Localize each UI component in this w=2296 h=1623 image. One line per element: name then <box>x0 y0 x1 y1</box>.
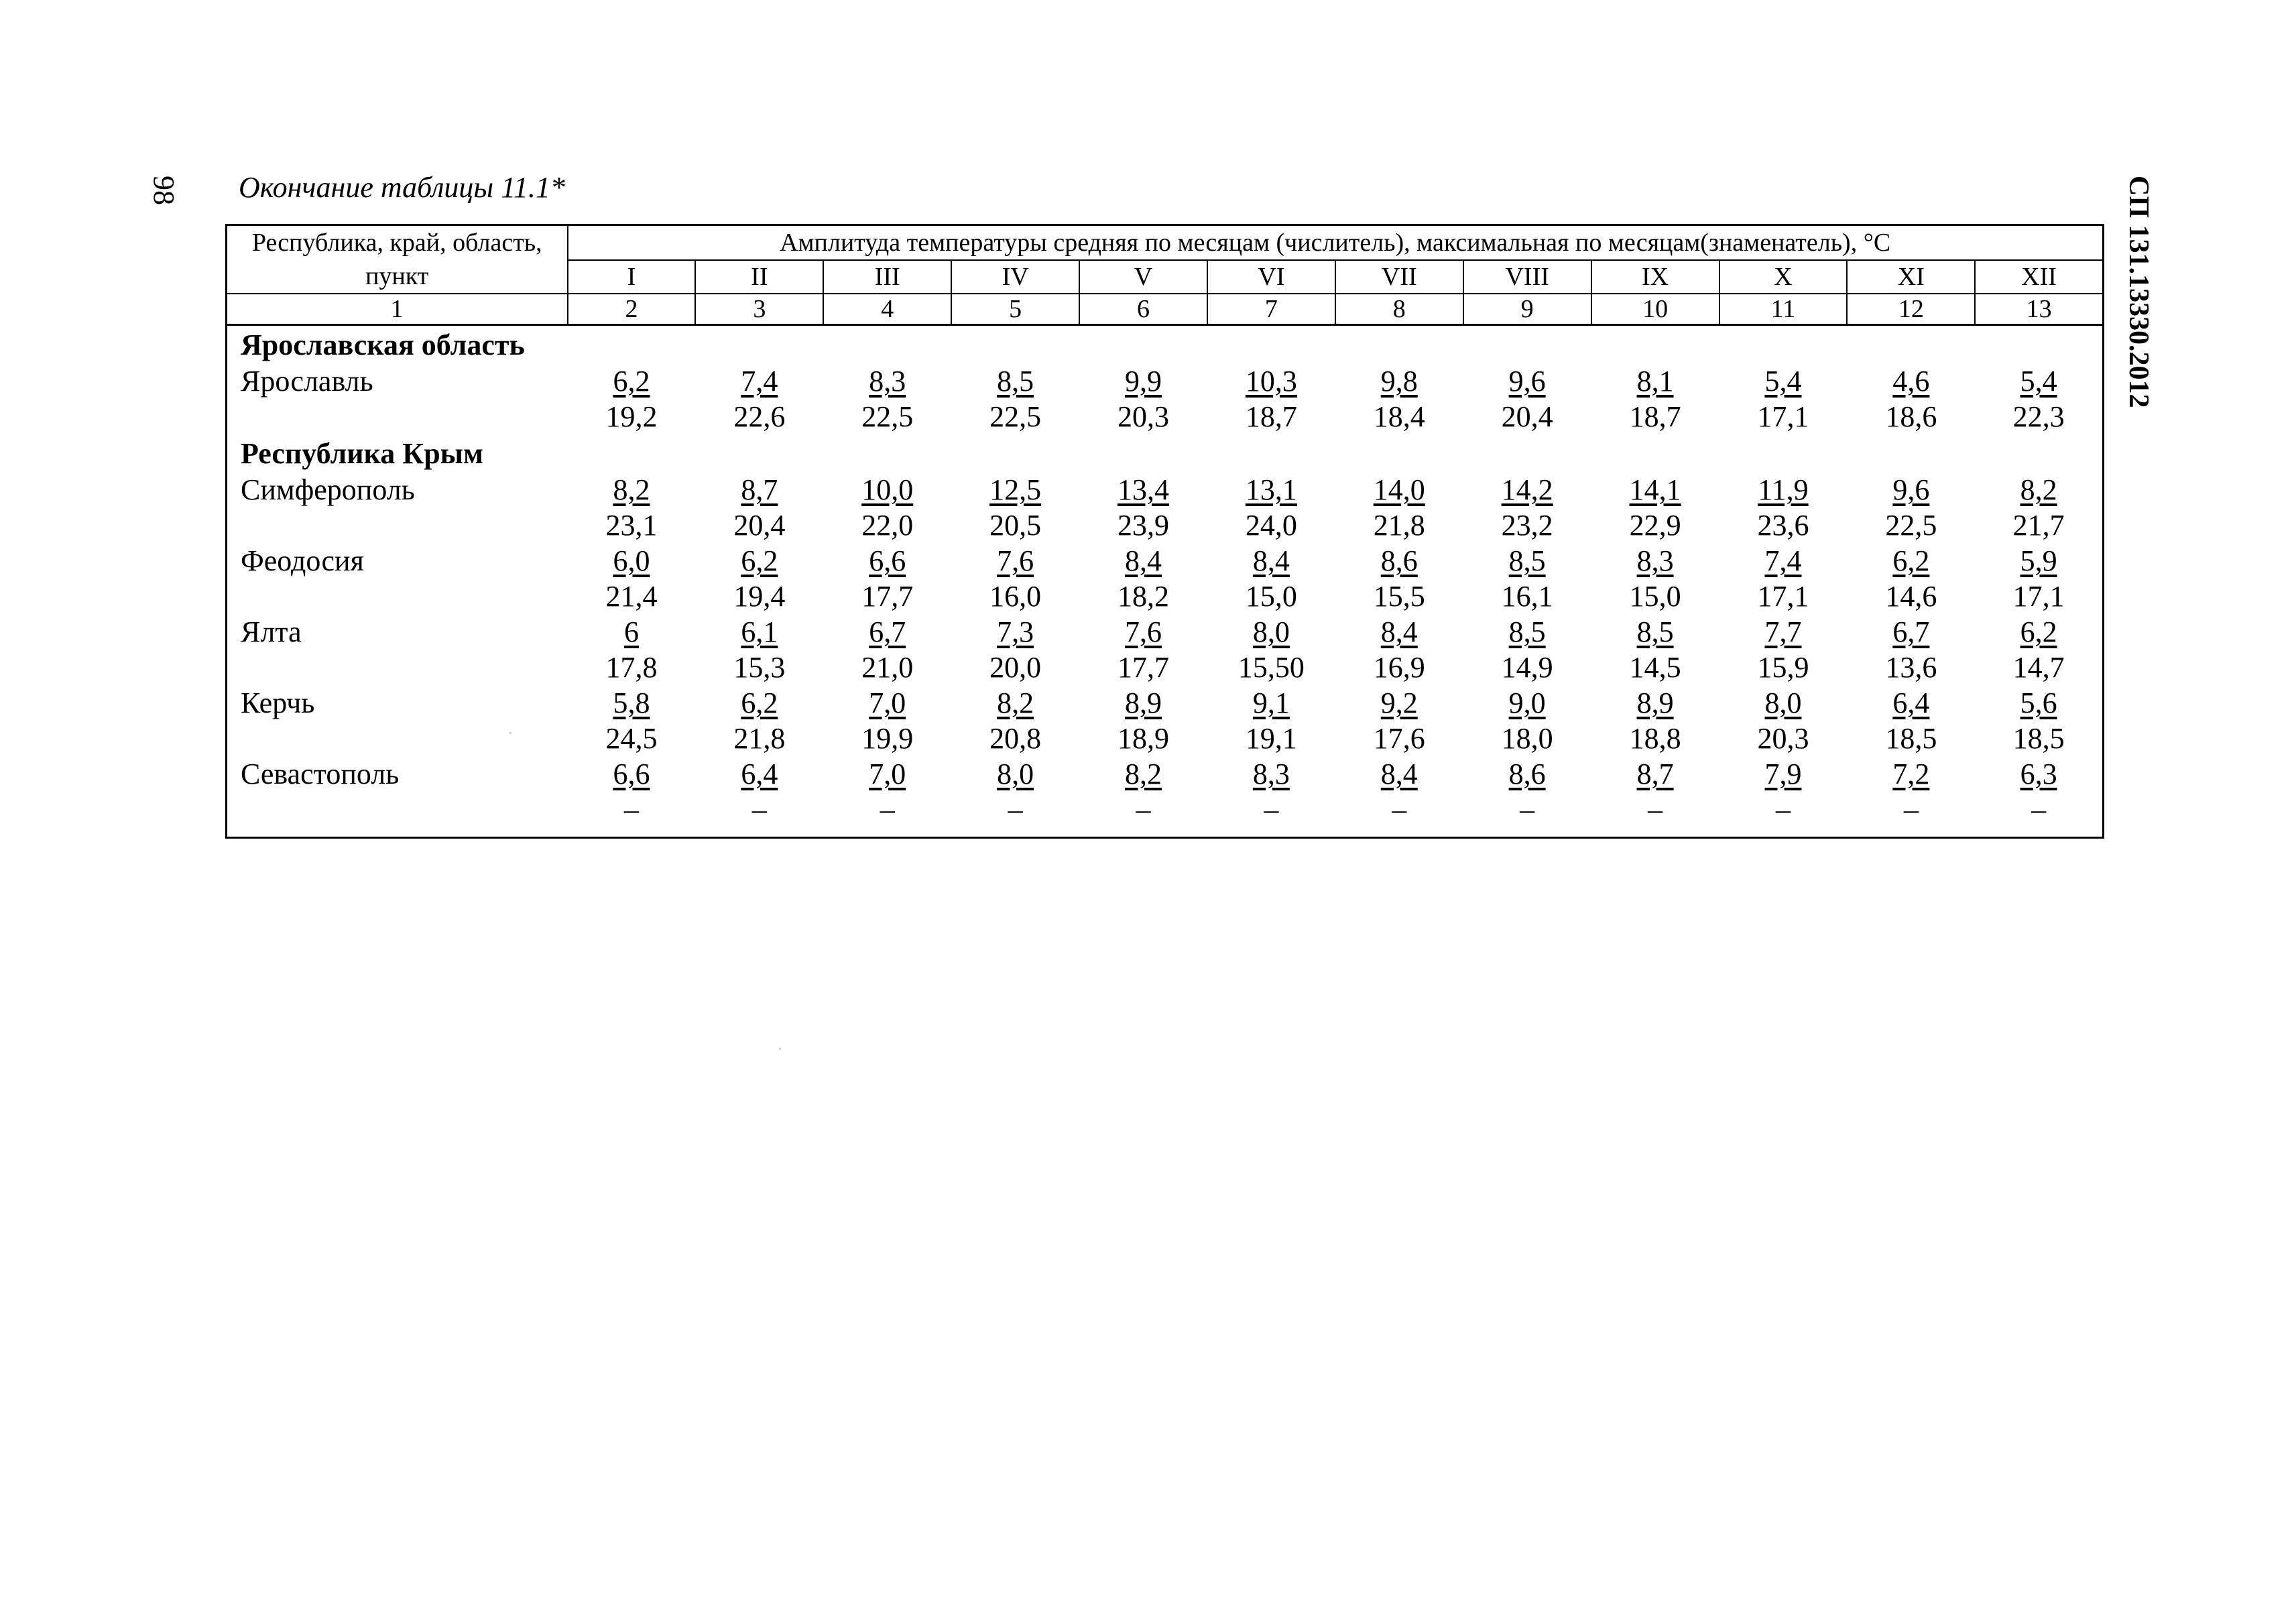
value-cell <box>695 363 823 434</box>
value-cell <box>568 543 696 614</box>
mean-amplitude: 8,5 <box>1508 544 1546 577</box>
table-row <box>227 543 2104 614</box>
value-cell <box>1207 363 1335 434</box>
mean-amplitude: 7,9 <box>1764 758 1802 790</box>
table-row <box>227 363 2104 434</box>
max-amplitude: 23,6 <box>1757 509 1809 542</box>
max-amplitude: 22,9 <box>1629 509 1681 542</box>
max-amplitude: 19,4 <box>733 580 786 613</box>
mean-amplitude: 8,3 <box>1252 758 1290 790</box>
value-cell <box>1207 614 1335 685</box>
mean-amplitude: 8,4 <box>1125 544 1162 577</box>
max-amplitude: – <box>1136 793 1151 826</box>
mean-amplitude: 6,2 <box>2020 615 2057 648</box>
max-amplitude: – <box>751 793 767 826</box>
max-amplitude: 15,5 <box>1373 580 1425 613</box>
value-cell <box>1719 685 1848 756</box>
mean-amplitude: 11,9 <box>1758 473 1809 506</box>
mean-amplitude: 10,0 <box>861 473 914 506</box>
header-column-number: 12 <box>1847 294 1975 325</box>
value-cell <box>951 543 1079 614</box>
header-month: X <box>1719 260 1848 294</box>
mean-amplitude: 6,7 <box>869 615 906 648</box>
mean-amplitude: 8,0 <box>1764 686 1802 719</box>
value-cell <box>1463 472 1591 543</box>
max-amplitude: 17,1 <box>1757 580 1809 613</box>
value-cell <box>695 756 823 838</box>
region-name: Республика Крым <box>241 437 483 470</box>
max-amplitude: 17,8 <box>605 651 658 684</box>
max-amplitude: – <box>623 793 639 826</box>
mean-amplitude: 8,2 <box>2020 473 2057 506</box>
value-cell <box>951 363 1079 434</box>
city-name: Керчь <box>241 686 315 719</box>
header-column-number: 4 <box>823 294 951 325</box>
mean-amplitude: 6,1 <box>741 615 778 648</box>
value-cell <box>1463 685 1591 756</box>
value-cell <box>1591 614 1719 685</box>
value-cell <box>1335 472 1463 543</box>
value-cell <box>951 614 1079 685</box>
mean-amplitude: 9,9 <box>1125 365 1162 398</box>
value-cell <box>1591 685 1719 756</box>
value-cell <box>695 685 823 756</box>
value-cell <box>568 685 696 756</box>
mean-amplitude: 9,6 <box>1892 473 1930 506</box>
max-amplitude: 19,2 <box>605 400 658 433</box>
mean-amplitude: 6,3 <box>2020 758 2057 790</box>
standard-code: СП 131.13330.2012 <box>2123 176 2154 408</box>
value-cell <box>1463 614 1591 685</box>
max-amplitude: 15,0 <box>1629 580 1681 613</box>
max-amplitude: 15,9 <box>1757 651 1809 684</box>
max-amplitude: 22,5 <box>989 400 1042 433</box>
value-cell <box>1335 363 1463 434</box>
max-amplitude: 18,5 <box>2012 722 2065 755</box>
value-cell <box>1975 685 2103 756</box>
header-column-number: 6 <box>1079 294 1207 325</box>
city-name: Симферополь <box>241 473 415 506</box>
max-amplitude: 21,8 <box>1373 509 1425 542</box>
max-amplitude: 23,9 <box>1117 509 1169 542</box>
mean-amplitude: 9,6 <box>1508 365 1546 398</box>
header-column-number: 2 <box>568 294 696 325</box>
max-amplitude: 18,5 <box>1885 722 1937 755</box>
value-cell <box>823 363 951 434</box>
value-cell <box>1975 756 2103 838</box>
header-column-number: 5 <box>951 294 1079 325</box>
max-amplitude: 20,3 <box>1117 400 1169 433</box>
header-month: VIII <box>1463 260 1591 294</box>
max-amplitude: 16,0 <box>989 580 1042 613</box>
header-month: IX <box>1591 260 1719 294</box>
value-cell <box>1591 472 1719 543</box>
header-month: XI <box>1847 260 1975 294</box>
max-amplitude: 21,4 <box>605 580 658 613</box>
value-cell <box>1847 543 1975 614</box>
max-amplitude: 18,6 <box>1885 400 1937 433</box>
max-amplitude: 19,9 <box>861 722 914 755</box>
mean-amplitude: 8,5 <box>1636 615 1674 648</box>
value-cell <box>1079 472 1207 543</box>
value-cell <box>823 543 951 614</box>
max-amplitude: 14,9 <box>1501 651 1553 684</box>
max-amplitude: 18,7 <box>1629 400 1681 433</box>
mean-amplitude: 7,0 <box>869 686 906 719</box>
max-amplitude: 20,5 <box>989 509 1042 542</box>
max-amplitude: – <box>2031 793 2047 826</box>
mean-amplitude: 8,2 <box>613 473 650 506</box>
value-cell <box>695 614 823 685</box>
max-amplitude: 18,8 <box>1629 722 1681 755</box>
mean-amplitude: 8,4 <box>1380 615 1418 648</box>
max-amplitude: 22,5 <box>861 400 914 433</box>
max-amplitude: 21,7 <box>2012 509 2065 542</box>
header-column-number: 9 <box>1463 294 1591 325</box>
max-amplitude: 18,2 <box>1117 580 1169 613</box>
max-amplitude: 21,0 <box>861 651 914 684</box>
max-amplitude: 24,5 <box>605 722 658 755</box>
mean-amplitude: 9,2 <box>1380 686 1418 719</box>
mean-amplitude: 13,4 <box>1117 473 1169 506</box>
value-cell <box>1207 756 1335 838</box>
max-amplitude: 19,1 <box>1245 722 1297 755</box>
mean-amplitude: 5,8 <box>613 686 650 719</box>
value-cell <box>1719 472 1848 543</box>
value-cell <box>823 472 951 543</box>
value-cell <box>823 756 951 838</box>
mean-amplitude: 6,0 <box>613 544 650 577</box>
max-amplitude: 16,1 <box>1501 580 1553 613</box>
max-amplitude: 17,1 <box>2012 580 2065 613</box>
value-cell <box>568 756 696 838</box>
value-cell <box>951 685 1079 756</box>
mean-amplitude: 7,3 <box>997 615 1034 648</box>
max-amplitude: 18,9 <box>1117 722 1169 755</box>
value-cell <box>1847 685 1975 756</box>
header-amplitude-group: Амплитуда температуры средняя по месяцам (числитель), максимальная по месяцам(знаменатель), °С <box>568 225 2104 261</box>
mean-amplitude: 6,4 <box>1892 686 1930 719</box>
header-month: VII <box>1335 260 1463 294</box>
max-amplitude: 24,0 <box>1245 509 1297 542</box>
value-cell <box>1463 363 1591 434</box>
max-amplitude: 17,1 <box>1757 400 1809 433</box>
max-amplitude: 14,5 <box>1629 651 1681 684</box>
max-amplitude: 20,0 <box>989 651 1042 684</box>
mean-amplitude: 5,9 <box>2020 544 2057 577</box>
max-amplitude: 18,4 <box>1373 400 1425 433</box>
mean-amplitude: 8,9 <box>1125 686 1162 719</box>
max-amplitude: – <box>1648 793 1663 826</box>
max-amplitude: 22,0 <box>861 509 914 542</box>
max-amplitude: 18,7 <box>1245 400 1297 433</box>
mean-amplitude: 14,1 <box>1629 473 1681 506</box>
mean-amplitude: 7,7 <box>1764 615 1802 648</box>
header-column-number: 3 <box>695 294 823 325</box>
header-column-number: 13 <box>1975 294 2103 325</box>
max-amplitude: – <box>1392 793 1407 826</box>
value-cell <box>1719 363 1848 434</box>
max-amplitude: 17,7 <box>861 580 914 613</box>
value-cell <box>1079 363 1207 434</box>
max-amplitude: 20,3 <box>1757 722 1809 755</box>
value-cell <box>1335 614 1463 685</box>
mean-amplitude: 6,4 <box>741 758 778 790</box>
mean-amplitude: 8,3 <box>1636 544 1674 577</box>
value-cell <box>1719 614 1848 685</box>
mean-amplitude: 5,6 <box>2020 686 2057 719</box>
mean-amplitude: 8,4 <box>1380 758 1418 790</box>
mean-amplitude: 9,8 <box>1380 365 1418 398</box>
header-month: VI <box>1207 260 1335 294</box>
max-amplitude: 17,6 <box>1373 722 1425 755</box>
value-cell <box>1975 614 2103 685</box>
table-row <box>227 472 2104 543</box>
value-cell <box>1079 685 1207 756</box>
max-amplitude: 23,1 <box>605 509 658 542</box>
mean-amplitude: 14,0 <box>1373 473 1425 506</box>
value-cell <box>1335 756 1463 838</box>
max-amplitude: 20,8 <box>989 722 1042 755</box>
max-amplitude: 15,3 <box>733 651 786 684</box>
value-cell <box>1719 543 1848 614</box>
max-amplitude: 22,5 <box>1885 509 1937 542</box>
mean-amplitude: 8,2 <box>1125 758 1162 790</box>
scan-speck <box>509 732 511 734</box>
mean-amplitude: 8,7 <box>741 473 778 506</box>
mean-amplitude: 8,0 <box>997 758 1034 790</box>
header-location: Республика, край, область, пункт <box>227 225 568 294</box>
value-cell <box>1847 614 1975 685</box>
value-cell <box>1847 363 1975 434</box>
value-cell <box>1335 543 1463 614</box>
value-cell <box>1975 543 2103 614</box>
value-cell <box>823 614 951 685</box>
value-cell <box>1591 756 1719 838</box>
header-month: I <box>568 260 696 294</box>
mean-amplitude: 6,7 <box>1892 615 1930 648</box>
table-row <box>227 685 2104 756</box>
value-cell <box>1207 685 1335 756</box>
header-column-number: 7 <box>1207 294 1335 325</box>
max-amplitude: 13,6 <box>1885 651 1937 684</box>
mean-amplitude: 9,1 <box>1252 686 1290 719</box>
mean-amplitude: 8,4 <box>1252 544 1290 577</box>
climate-table <box>225 224 2104 839</box>
value-cell <box>1975 472 2103 543</box>
city-name: Ярославль <box>241 365 373 398</box>
table-row <box>227 756 2104 838</box>
max-amplitude: 20,4 <box>1501 400 1553 433</box>
header-column-number: 10 <box>1591 294 1719 325</box>
max-amplitude: 22,6 <box>733 400 786 433</box>
max-amplitude: 16,9 <box>1373 651 1425 684</box>
value-cell <box>1719 756 1848 838</box>
mean-amplitude: 7,6 <box>1125 615 1162 648</box>
max-amplitude: 23,2 <box>1501 509 1553 542</box>
mean-amplitude: 7,2 <box>1892 758 1930 790</box>
header-month: XII <box>1975 260 2103 294</box>
header-month: V <box>1079 260 1207 294</box>
region-name: Ярославская область <box>241 328 525 361</box>
value-cell <box>1591 363 1719 434</box>
max-amplitude: 14,6 <box>1885 580 1937 613</box>
max-amplitude: – <box>880 793 895 826</box>
mean-amplitude: 5,4 <box>1764 365 1802 398</box>
city-name: Феодосия <box>241 544 364 577</box>
value-cell <box>695 543 823 614</box>
value-cell <box>1207 543 1335 614</box>
mean-amplitude: 8,1 <box>1636 365 1674 398</box>
page-number: 98 <box>147 176 180 205</box>
value-cell <box>1463 756 1591 838</box>
value-cell <box>1335 685 1463 756</box>
mean-amplitude: 9,0 <box>1508 686 1546 719</box>
mean-amplitude: 8,9 <box>1636 686 1674 719</box>
header-column-number: 11 <box>1719 294 1848 325</box>
mean-amplitude: 7,0 <box>869 758 906 790</box>
mean-amplitude: 8,0 <box>1252 615 1290 648</box>
mean-amplitude: 8,6 <box>1508 758 1546 790</box>
max-amplitude: 21,8 <box>733 722 786 755</box>
table-caption: Окончание таблицы 11.1* <box>239 171 565 204</box>
value-cell <box>568 472 696 543</box>
mean-amplitude: 8,2 <box>997 686 1034 719</box>
mean-amplitude: 6,2 <box>741 544 778 577</box>
mean-amplitude: 7,6 <box>997 544 1034 577</box>
region-row <box>227 325 2104 364</box>
value-cell <box>568 614 696 685</box>
max-amplitude: – <box>1264 793 1279 826</box>
value-cell <box>951 472 1079 543</box>
mean-amplitude: 8,5 <box>1508 615 1546 648</box>
mean-amplitude: 6,2 <box>613 365 650 398</box>
max-amplitude: 14,7 <box>2012 651 2065 684</box>
header-column-number: 1 <box>227 294 568 325</box>
mean-amplitude: 13,1 <box>1245 473 1297 506</box>
max-amplitude: 18,0 <box>1501 722 1553 755</box>
region-row <box>227 434 2104 472</box>
max-amplitude: 22,3 <box>2012 400 2065 433</box>
mean-amplitude: 12,5 <box>989 473 1042 506</box>
mean-amplitude: 6,2 <box>1892 544 1930 577</box>
value-cell <box>1079 543 1207 614</box>
city-name: Севастополь <box>241 758 400 790</box>
mean-amplitude: 6,6 <box>613 758 650 790</box>
max-amplitude: 15,0 <box>1245 580 1297 613</box>
city-name: Ялта <box>241 615 302 648</box>
max-amplitude: – <box>1008 793 1023 826</box>
value-cell <box>568 363 696 434</box>
mean-amplitude: 6,2 <box>741 686 778 719</box>
mean-amplitude: 5,4 <box>2020 365 2057 398</box>
mean-amplitude: 10,3 <box>1245 365 1297 398</box>
header-month: II <box>695 260 823 294</box>
mean-amplitude: 6,6 <box>869 544 906 577</box>
max-amplitude: – <box>1775 793 1791 826</box>
value-cell <box>695 472 823 543</box>
max-amplitude: – <box>1520 793 1535 826</box>
header-column-number: 8 <box>1335 294 1463 325</box>
value-cell <box>1079 756 1207 838</box>
header-month: IV <box>951 260 1079 294</box>
scan-speck <box>779 1048 781 1050</box>
value-cell <box>1591 543 1719 614</box>
max-amplitude: – <box>1903 793 1919 826</box>
value-cell <box>1207 472 1335 543</box>
mean-amplitude: 8,7 <box>1636 758 1674 790</box>
value-cell <box>1975 363 2103 434</box>
mean-amplitude: 4,6 <box>1892 365 1930 398</box>
value-cell <box>1079 614 1207 685</box>
mean-amplitude: 8,5 <box>997 365 1034 398</box>
max-amplitude: 20,4 <box>733 509 786 542</box>
header-month: III <box>823 260 951 294</box>
mean-amplitude: 7,4 <box>741 365 778 398</box>
value-cell <box>951 756 1079 838</box>
mean-amplitude: 14,2 <box>1501 473 1553 506</box>
value-cell <box>823 685 951 756</box>
mean-amplitude: 8,6 <box>1380 544 1418 577</box>
max-amplitude: 15,50 <box>1237 651 1305 684</box>
mean-amplitude: 6 <box>623 615 639 648</box>
max-amplitude: 17,7 <box>1117 651 1169 684</box>
value-cell <box>1847 756 1975 838</box>
value-cell <box>1847 472 1975 543</box>
mean-amplitude: 7,4 <box>1764 544 1802 577</box>
value-cell <box>1463 543 1591 614</box>
table-row <box>227 614 2104 685</box>
mean-amplitude: 8,3 <box>869 365 906 398</box>
